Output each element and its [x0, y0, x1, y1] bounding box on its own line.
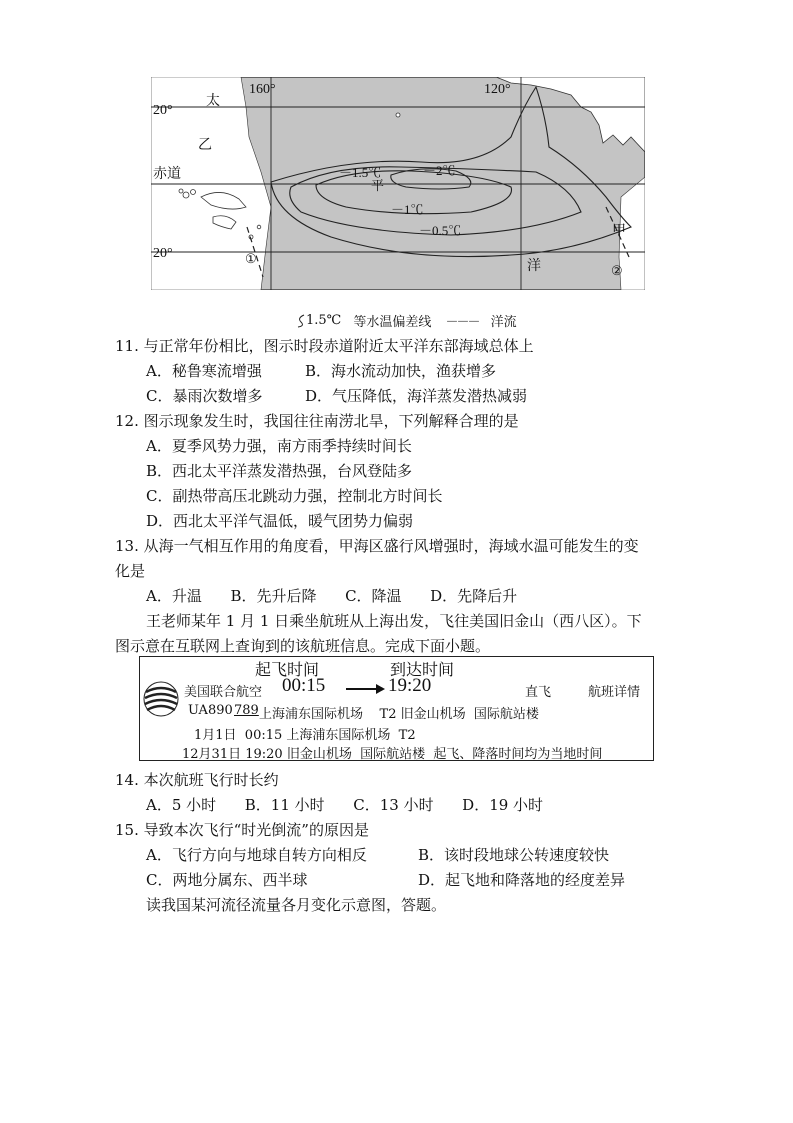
char-tai: 太 [206, 94, 220, 109]
lat-20n-label: 20° [153, 103, 173, 118]
q12-option-d[interactable]: D．西北太平洋气温低，暖气团势力偏弱 [146, 512, 414, 530]
isoline-label-2: －2℃ [423, 163, 456, 178]
outro-text: 读我国某河流径流量各月变化示意图，答题。 [146, 896, 447, 914]
label-yi: 乙 [198, 138, 212, 153]
map-legend [296, 311, 517, 330]
char-yang: 洋 [527, 259, 541, 274]
q15-option-a[interactable]: A．飞行方向与地球自转方向相反 [146, 846, 367, 864]
isoline-symbol [296, 313, 306, 329]
lat-20s-label: 20° [153, 246, 173, 261]
lon-160-label: 160° [249, 82, 276, 97]
aircraft-code: 789 [234, 703, 259, 718]
q11-stem: 11. 与正常年份相比，图示时段赤道附近太平洋东部海域总体上 [115, 337, 534, 355]
legend-current-text: 洋流 [490, 315, 517, 330]
q13-stem-line2: 化是 [115, 562, 146, 580]
flight-route: 上海浦东国际机场 T2 旧金山机场 国际航站楼 [259, 707, 539, 722]
q11-option-d[interactable]: D．气压降低，海洋蒸发潜热减弱 [305, 387, 528, 405]
arrival-time: 19:20 [388, 675, 432, 696]
legend-current-dash: －－－ [445, 315, 479, 330]
flight-number: UA890 [188, 703, 233, 718]
isoline-label-1: －1℃ [391, 202, 424, 217]
departure-detail: 1月1日 00:15 上海浦东国际机场 T2 [194, 728, 416, 743]
label-jia: 甲 [612, 224, 626, 239]
q15-option-d[interactable]: D．起飞地和降落地的经度差异 [418, 871, 626, 889]
legend-iso-text: 等水温偏差线 [353, 315, 432, 330]
q13-stem-line1: 13. 从海一气相互作用的角度看，甲海区盛行风增强时，海域水温可能发生的变 [115, 537, 639, 555]
airline-globe-icon [142, 680, 180, 718]
intro-line2: 图示意在互联网上查询到的该航班信息。完成下面小题。 [115, 637, 491, 655]
q12-option-a[interactable]: A．夏季风势力强，南方雨季持续时间长 [146, 437, 412, 455]
q15-option-b[interactable]: B．该时段地球公转速度较快 [418, 846, 610, 864]
departure-header: 起飞时间 [255, 660, 320, 679]
flight-info-box [139, 656, 654, 761]
q15-option-c[interactable]: C．两地分属东、西半球 [146, 871, 308, 889]
legend-iso-sample: 1.5℃ [306, 313, 342, 328]
q14-options[interactable]: A．5 小时 B．11 小时 C．13 小时 D．19 小时 [146, 796, 544, 814]
pacific-sst-anomaly-map [151, 77, 645, 290]
current-2-label: ② [611, 263, 623, 278]
departure-time: 00:15 [282, 675, 326, 696]
char-ping: 平 [371, 178, 385, 193]
q13-options[interactable]: A．升温 B．先升后降 C．降温 D．先降后升 [146, 587, 518, 605]
q14-stem: 14. 本次航班飞行时长约 [115, 771, 279, 789]
q11-option-b[interactable]: B．海水流动加快，渔获增多 [305, 362, 497, 380]
direct-flight-label: 直飞 [525, 685, 552, 700]
flight-details-link[interactable]: 航班详情 [588, 685, 641, 700]
equator-label: 赤道 [153, 167, 181, 182]
arrival-header: 到达时间 [390, 660, 455, 679]
airline-name: 美国联合航空 [184, 685, 263, 700]
current-1-label: ① [245, 251, 257, 266]
q12-stem: 12. 图示现象发生时，我国往往南涝北旱，下列解释合理的是 [115, 412, 519, 430]
isoline-label-1-5: －1.5℃ [339, 165, 382, 180]
q12-option-c[interactable]: C．副热带高压北跳动力强，控制北方时间长 [146, 487, 443, 505]
q11-option-c[interactable]: C．暴雨次数增多 [146, 387, 263, 405]
q11-option-a[interactable]: A．秘鲁寒流增强 [146, 362, 262, 380]
intro-line1: 王老师某年 1 月 1 日乘坐航班从上海出发，飞往美国旧金山（西八区）。下 [146, 612, 642, 630]
arrow-right-icon [346, 683, 386, 695]
lon-120-label: 120° [484, 82, 511, 97]
isoline-label-0-5: －0.5℃ [419, 223, 462, 238]
q15-stem: 15. 导致本次飞行“时光倒流”的原因是 [115, 821, 369, 839]
arrival-detail: 12月31日 19:20 旧金山机场 国际航站楼 起飞、降落时间均为当地时间 [182, 747, 603, 762]
q12-option-b[interactable]: B．西北太平洋蒸发潜热强，台风登陆多 [146, 462, 413, 480]
